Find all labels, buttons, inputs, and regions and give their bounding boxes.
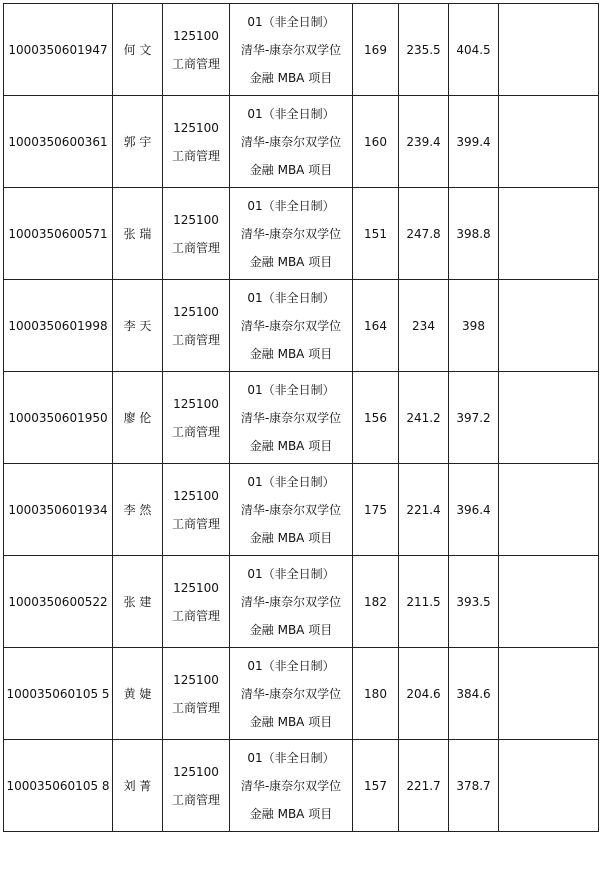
remarks-cell <box>499 280 599 372</box>
initial-score-cell <box>353 372 399 464</box>
direction-track: 金融 MBA 项目 <box>249 530 333 545</box>
remarks-cell <box>499 4 599 96</box>
program-direction-cell <box>230 464 353 556</box>
major-code: 125100 <box>173 304 219 319</box>
major-cell <box>163 372 230 464</box>
retest-score-cell <box>399 4 449 96</box>
candidate-name-cell <box>113 464 163 556</box>
direction-track: 金融 MBA 项目 <box>249 162 333 177</box>
candidate-id-cell <box>4 464 113 556</box>
total-score: 404.5 <box>456 42 491 57</box>
direction-track: 金融 MBA 项目 <box>249 622 333 637</box>
major-code: 125100 <box>173 580 219 595</box>
candidate-id: 1000350600 <box>8 134 85 149</box>
initial-score: 164 <box>364 318 387 333</box>
direction-program: 清华-康奈尔双学位 <box>240 318 342 333</box>
initial-score-cell <box>353 556 399 648</box>
major-name: 工商管理 <box>171 148 220 163</box>
total-score: 378.7 <box>456 778 491 793</box>
candidate-name-cell <box>113 740 163 832</box>
remarks-cell <box>499 372 599 464</box>
candidate-id-suffix: 950 <box>84 410 108 425</box>
retest-score: 234 <box>412 318 435 333</box>
major-cell <box>163 464 230 556</box>
candidate-id: 1000350601 <box>8 502 85 517</box>
program-direction-cell <box>230 372 353 464</box>
initial-score-cell <box>353 464 399 556</box>
major-code: 125100 <box>173 396 219 411</box>
retest-score-cell <box>399 372 449 464</box>
candidate-id-suffix: 571 <box>84 226 108 241</box>
direction-code: 01（非全日制） <box>247 106 335 121</box>
direction-track: 金融 MBA 项目 <box>249 806 333 821</box>
major-name: 工商管理 <box>171 240 220 255</box>
candidate-id-cell <box>4 556 113 648</box>
major-name: 工商管理 <box>171 700 220 715</box>
retest-score: 204.6 <box>406 686 441 701</box>
initial-score: 169 <box>364 42 387 57</box>
major-cell <box>163 280 230 372</box>
remarks-cell <box>499 648 599 740</box>
major-cell <box>163 96 230 188</box>
major-cell <box>163 188 230 280</box>
direction-code: 01（非全日制） <box>247 382 335 397</box>
initial-score-cell <box>353 4 399 96</box>
program-direction-cell <box>230 96 353 188</box>
candidate-id-cell <box>4 372 113 464</box>
table-row <box>4 4 599 96</box>
total-score-cell <box>449 648 499 740</box>
direction-program: 清华-康奈尔双学位 <box>240 594 342 609</box>
table-row <box>4 280 599 372</box>
candidate-id: 1000350601 <box>6 686 83 701</box>
remarks-cell <box>499 740 599 832</box>
direction-track: 金融 MBA 项目 <box>249 438 333 453</box>
table-row <box>4 96 599 188</box>
total-score: 399.4 <box>456 134 491 149</box>
admission-list-table <box>3 3 599 832</box>
retest-score-cell <box>399 740 449 832</box>
candidate-name-cell <box>113 280 163 372</box>
candidate-name-cell <box>113 96 163 188</box>
retest-score: 221.7 <box>406 778 441 793</box>
total-score-cell <box>449 464 499 556</box>
retest-score-cell <box>399 648 449 740</box>
initial-score-cell <box>353 740 399 832</box>
program-direction-cell <box>230 648 353 740</box>
candidate-id: 1000350601 <box>8 318 85 333</box>
candidate-name: 张 瑞 <box>123 226 152 241</box>
direction-track: 金融 MBA 项目 <box>249 70 333 85</box>
candidate-id-cell <box>4 740 113 832</box>
major-code: 125100 <box>173 488 219 503</box>
major-name: 工商管理 <box>171 608 220 623</box>
major-cell <box>163 4 230 96</box>
initial-score-cell <box>353 648 399 740</box>
direction-program: 清华-康奈尔双学位 <box>240 42 342 57</box>
major-cell <box>163 740 230 832</box>
retest-score: 235.5 <box>406 42 441 57</box>
direction-program: 清华-康奈尔双学位 <box>240 686 342 701</box>
initial-score-cell <box>353 280 399 372</box>
candidate-id-suffix: 05 8 <box>82 778 110 793</box>
remarks-cell <box>499 556 599 648</box>
retest-score: 247.8 <box>406 226 441 241</box>
retest-score: 221.4 <box>406 502 441 517</box>
total-score-cell <box>449 96 499 188</box>
total-score-cell <box>449 4 499 96</box>
table-row <box>4 464 599 556</box>
candidate-name: 刘 菁 <box>123 778 152 793</box>
remarks-cell <box>499 188 599 280</box>
direction-code: 01（非全日制） <box>247 566 335 581</box>
direction-program: 清华-康奈尔双学位 <box>240 502 342 517</box>
retest-score: 241.2 <box>406 410 441 425</box>
candidate-id: 1000350601 <box>8 42 85 57</box>
remarks-cell <box>499 464 599 556</box>
total-score: 384.6 <box>456 686 491 701</box>
initial-score: 151 <box>364 226 387 241</box>
total-score: 397.2 <box>456 410 491 425</box>
candidate-id: 1000350600 <box>8 226 85 241</box>
program-direction-cell <box>230 556 353 648</box>
program-direction-cell <box>230 188 353 280</box>
direction-track: 金融 MBA 项目 <box>249 346 333 361</box>
major-cell <box>163 648 230 740</box>
total-score: 398 <box>462 318 485 333</box>
total-score: 396.4 <box>456 502 491 517</box>
major-code: 125100 <box>173 120 219 135</box>
candidate-name: 何 文 <box>123 42 152 57</box>
candidate-id-cell <box>4 280 113 372</box>
initial-score: 160 <box>364 134 387 149</box>
direction-code: 01（非全日制） <box>247 14 335 29</box>
candidate-name: 廖 伦 <box>123 410 152 425</box>
initial-score-cell <box>353 188 399 280</box>
candidate-id-cell <box>4 188 113 280</box>
total-score: 398.8 <box>456 226 491 241</box>
total-score-cell <box>449 556 499 648</box>
candidate-id-suffix: 05 5 <box>82 686 110 701</box>
candidate-id-cell <box>4 96 113 188</box>
direction-code: 01（非全日制） <box>247 750 335 765</box>
retest-score-cell <box>399 464 449 556</box>
initial-score: 156 <box>364 410 387 425</box>
major-name: 工商管理 <box>171 424 220 439</box>
candidate-id: 1000350601 <box>6 778 83 793</box>
retest-score-cell <box>399 280 449 372</box>
candidate-name: 李 天 <box>123 318 152 333</box>
candidate-name: 黄 婕 <box>123 686 152 701</box>
program-direction-cell <box>230 280 353 372</box>
table-row <box>4 188 599 280</box>
candidate-name-cell <box>113 372 163 464</box>
major-name: 工商管理 <box>171 56 220 71</box>
direction-code: 01（非全日制） <box>247 474 335 489</box>
initial-score-cell <box>353 96 399 188</box>
candidate-id: 1000350600 <box>8 594 85 609</box>
major-code: 125100 <box>173 212 219 227</box>
candidate-id-suffix: 522 <box>84 594 108 609</box>
major-code: 125100 <box>173 764 219 779</box>
total-score-cell <box>449 372 499 464</box>
table-row <box>4 556 599 648</box>
initial-score: 182 <box>364 594 387 609</box>
table-row <box>4 740 599 832</box>
retest-score: 239.4 <box>406 134 441 149</box>
candidate-name: 李 然 <box>123 502 152 517</box>
retest-score: 211.5 <box>406 594 441 609</box>
major-code: 125100 <box>173 28 219 43</box>
initial-score: 157 <box>364 778 387 793</box>
direction-program: 清华-康奈尔双学位 <box>240 410 342 425</box>
candidate-name-cell <box>113 4 163 96</box>
retest-score-cell <box>399 556 449 648</box>
candidate-name-cell <box>113 188 163 280</box>
retest-score-cell <box>399 96 449 188</box>
direction-code: 01（非全日制） <box>247 290 335 305</box>
direction-track: 金融 MBA 项目 <box>249 254 333 269</box>
retest-score-cell <box>399 188 449 280</box>
table-row <box>4 648 599 740</box>
major-name: 工商管理 <box>171 516 220 531</box>
candidate-id-suffix: 934 <box>84 502 108 517</box>
program-direction-cell <box>230 4 353 96</box>
candidate-id-suffix: 998 <box>84 318 108 333</box>
direction-program: 清华-康奈尔双学位 <box>240 226 342 241</box>
total-score-cell <box>449 740 499 832</box>
initial-score: 180 <box>364 686 387 701</box>
direction-code: 01（非全日制） <box>247 198 335 213</box>
major-name: 工商管理 <box>171 332 220 347</box>
total-score-cell <box>449 280 499 372</box>
candidate-name: 郭 宇 <box>123 134 152 149</box>
direction-program: 清华-康奈尔双学位 <box>240 134 342 149</box>
table-row <box>4 372 599 464</box>
candidate-name: 张 建 <box>123 594 152 609</box>
program-direction-cell <box>230 740 353 832</box>
table-body <box>4 4 599 832</box>
candidate-id-cell <box>4 648 113 740</box>
initial-score: 175 <box>364 502 387 517</box>
candidate-id: 1000350601 <box>8 410 85 425</box>
major-cell <box>163 556 230 648</box>
direction-program: 清华-康奈尔双学位 <box>240 778 342 793</box>
direction-code: 01（非全日制） <box>247 658 335 673</box>
total-score-cell <box>449 188 499 280</box>
major-code: 125100 <box>173 672 219 687</box>
remarks-cell <box>499 96 599 188</box>
candidate-id-suffix: 361 <box>84 134 108 149</box>
direction-track: 金融 MBA 项目 <box>249 714 333 729</box>
candidate-name-cell <box>113 556 163 648</box>
major-name: 工商管理 <box>171 792 220 807</box>
candidate-id-suffix: 947 <box>84 42 108 57</box>
candidate-id-cell <box>4 4 113 96</box>
total-score: 393.5 <box>456 594 491 609</box>
candidate-name-cell <box>113 648 163 740</box>
